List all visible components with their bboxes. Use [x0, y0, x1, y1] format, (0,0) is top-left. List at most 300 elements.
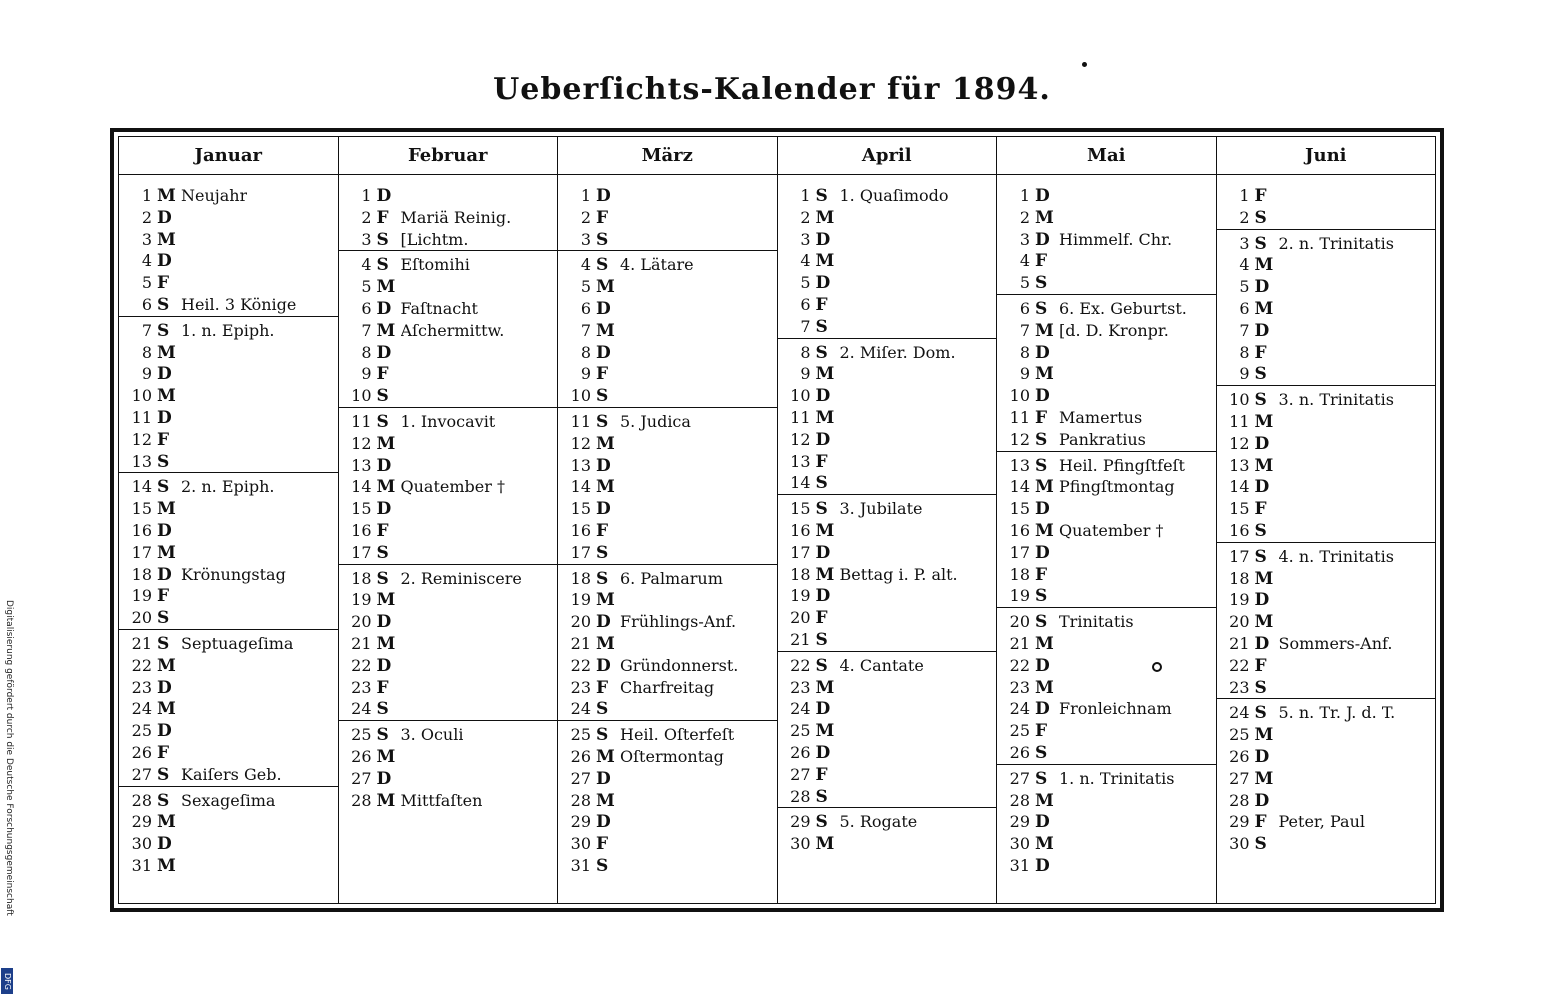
day-number: 13	[570, 455, 591, 475]
day-number: 14	[131, 477, 152, 497]
day-note: 3. n. Trinitatis	[1278, 390, 1394, 410]
month-header: Januar	[119, 137, 338, 175]
weekday-letter: D	[157, 677, 172, 698]
day-row	[786, 250, 995, 272]
day-row	[127, 429, 336, 451]
day-note: 2. Miſer. Dom.	[839, 342, 956, 362]
day-row	[127, 764, 336, 786]
day-row	[786, 742, 995, 764]
weekday-letter: F	[596, 520, 609, 541]
day-note: 1. n. Trinitatis	[1059, 768, 1175, 788]
weekday-letter: S	[815, 655, 828, 676]
day-number: 27	[570, 768, 591, 788]
day-number: 13	[1229, 455, 1250, 475]
day-number: 17	[1229, 546, 1250, 566]
weekday-letter: S	[376, 229, 389, 250]
day-number: 9	[1239, 364, 1250, 384]
calendar-frame	[110, 128, 1444, 912]
day-number: 30	[1229, 834, 1250, 854]
day-row	[566, 320, 775, 342]
month-body	[1217, 175, 1436, 903]
day-number: 7	[1019, 320, 1030, 340]
day-number: 20	[1229, 612, 1250, 632]
weekday-letter: F	[815, 451, 828, 472]
day-row	[1225, 389, 1434, 411]
day-row	[786, 363, 995, 385]
weekday-letter: M	[376, 320, 396, 341]
weekday-letter: M	[1254, 568, 1274, 589]
day-number: 14	[570, 477, 591, 497]
weekday-letter: D	[596, 342, 611, 363]
weekday-letter: F	[815, 608, 828, 629]
day-number: 4	[141, 251, 152, 271]
day-number: 21	[351, 633, 372, 653]
day-number: 22	[790, 655, 811, 675]
day-number: 18	[570, 568, 591, 588]
day-number: 30	[131, 834, 152, 854]
day-row	[1005, 833, 1214, 855]
month-body	[339, 175, 558, 903]
weekday-letter: D	[596, 455, 611, 476]
day-row	[347, 385, 556, 407]
day-number: 16	[570, 520, 591, 540]
day-row	[1005, 229, 1214, 251]
day-row	[1225, 746, 1434, 768]
day-row	[347, 611, 556, 633]
day-number: 4	[580, 255, 591, 275]
weekday-letter: M	[596, 633, 615, 654]
day-row	[566, 568, 775, 590]
day-row	[347, 254, 556, 276]
day-row	[127, 498, 336, 520]
day-note: Mittfaſten	[400, 790, 483, 810]
day-number: 8	[361, 342, 372, 362]
day-row	[1005, 250, 1214, 272]
day-number: 15	[351, 499, 372, 519]
day-row	[566, 589, 775, 611]
day-row	[1225, 633, 1434, 655]
day-note: Gründonnerst.	[620, 655, 739, 675]
day-number: 8	[1239, 342, 1250, 362]
day-row	[127, 207, 336, 229]
weekday-letter: S	[596, 386, 609, 407]
day-number: 20	[790, 608, 811, 628]
day-number: 12	[790, 429, 811, 449]
weekday-letter: S	[596, 855, 609, 876]
weekday-letter: F	[1254, 499, 1267, 520]
day-note: Eſtomihi	[400, 255, 470, 275]
day-number: 9	[1019, 364, 1030, 384]
day-row	[566, 342, 775, 364]
weekday-letter: F	[1254, 812, 1267, 833]
print-speck	[1082, 62, 1087, 67]
day-number: 28	[1009, 790, 1030, 810]
day-number: 22	[351, 655, 372, 675]
day-row	[566, 254, 775, 276]
weekday-letter: M	[815, 407, 835, 428]
day-note: 5. n. Tr. J. d. T.	[1278, 703, 1396, 723]
weekday-letter: S	[1035, 612, 1048, 633]
weekday-letter: D	[376, 342, 392, 363]
day-row	[786, 655, 995, 677]
day-note: Aſchermittw.	[400, 320, 505, 340]
day-row	[566, 833, 775, 855]
week-block	[119, 185, 338, 317]
day-number: 15	[1229, 499, 1250, 519]
weekday-letter: M	[157, 542, 176, 563]
day-row	[566, 677, 775, 699]
day-row	[566, 611, 775, 633]
weekday-letter: S	[1254, 546, 1267, 567]
week-block	[558, 568, 777, 722]
day-note: Septuageſima	[181, 633, 294, 653]
page-title: Ueberſichts-Kalender für 1894.	[493, 72, 1051, 107]
day-row	[786, 698, 995, 720]
day-number: 28	[1229, 790, 1250, 810]
weekday-letter: S	[157, 790, 170, 811]
weekday-letter: M	[815, 834, 835, 855]
day-number: 20	[131, 608, 152, 628]
weekday-letter: S	[815, 186, 828, 206]
weekday-letter: S	[157, 633, 170, 654]
day-number: 14	[1009, 477, 1030, 497]
day-number: 4	[1019, 251, 1030, 271]
weekday-letter: F	[376, 364, 389, 385]
day-row	[127, 585, 336, 607]
weekday-letter: D	[157, 520, 172, 541]
day-number: 6	[1239, 298, 1250, 318]
week-block	[339, 411, 558, 565]
day-number: 8	[800, 342, 811, 362]
day-number: 1	[1239, 186, 1250, 205]
week-block	[339, 185, 558, 251]
day-row	[1005, 207, 1214, 229]
day-row	[1225, 811, 1434, 833]
weekday-letter: M	[157, 812, 176, 833]
weekday-letter: S	[376, 255, 389, 276]
day-row	[1005, 585, 1214, 607]
weekday-letter: M	[1035, 790, 1054, 811]
weekday-letter: M	[596, 790, 615, 811]
day-row	[1005, 633, 1214, 655]
weekday-letter: D	[815, 229, 831, 250]
day-note: 1. Invocavit	[400, 411, 496, 431]
weekday-letter: S	[596, 411, 609, 432]
month-header: April	[778, 137, 997, 175]
day-number: 23	[131, 677, 152, 697]
weekday-letter: F	[1035, 564, 1048, 585]
day-note: Faſtnacht	[400, 298, 478, 318]
calendar-grid	[118, 136, 1436, 904]
day-number: 16	[1009, 520, 1030, 540]
day-row	[1225, 411, 1434, 433]
day-row	[1225, 276, 1434, 298]
day-row	[1225, 589, 1434, 611]
weekday-letter: M	[157, 386, 176, 407]
weekday-letter: S	[376, 542, 389, 563]
day-note: Peter, Paul	[1278, 812, 1365, 832]
day-row	[127, 185, 336, 207]
day-row	[127, 520, 336, 542]
day-row	[127, 790, 336, 812]
day-number: 11	[351, 411, 372, 431]
weekday-letter: M	[815, 364, 835, 385]
day-number: 15	[131, 499, 152, 519]
weekday-letter: M	[1254, 298, 1274, 319]
day-row	[786, 607, 995, 629]
day-note: 1. n. Epiph.	[181, 320, 275, 340]
weekday-letter: M	[376, 277, 396, 298]
week-block	[558, 724, 777, 877]
day-number: 13	[1009, 455, 1030, 475]
day-number: 6	[1019, 298, 1030, 318]
day-row	[347, 363, 556, 385]
day-number: 19	[351, 590, 372, 610]
day-number: 14	[351, 477, 372, 497]
day-number: 11	[790, 407, 811, 427]
weekday-letter: D	[596, 655, 611, 676]
week-block	[778, 342, 997, 496]
day-row	[1225, 233, 1434, 255]
day-number: 7	[800, 316, 811, 336]
weekday-letter: D	[1254, 320, 1270, 341]
day-row	[127, 677, 336, 699]
day-note: 2. n. Epiph.	[181, 477, 275, 497]
day-note: 4. Lätare	[620, 255, 694, 275]
day-row	[347, 433, 556, 455]
month-body	[558, 175, 777, 903]
day-number: 18	[1229, 568, 1250, 588]
day-number: 18	[790, 564, 811, 584]
day-row	[1005, 720, 1214, 742]
day-note: Trinitatis	[1059, 612, 1134, 632]
day-note: Sommers-Anf.	[1278, 633, 1393, 653]
month-column	[119, 137, 339, 903]
day-note: 3. Oculi	[400, 725, 464, 745]
weekday-letter: S	[1035, 768, 1048, 789]
day-number: 18	[351, 568, 372, 588]
day-number: 25	[1229, 725, 1250, 745]
week-block	[997, 185, 1216, 295]
day-row	[1225, 476, 1434, 498]
day-row	[347, 498, 556, 520]
day-number: 7	[141, 320, 152, 340]
day-note: 5. Rogate	[839, 812, 918, 832]
day-row	[127, 385, 336, 407]
day-note: Mariä Reinig.	[400, 207, 512, 227]
day-number: 28	[131, 790, 152, 810]
weekday-letter: D	[376, 768, 392, 789]
day-row	[566, 498, 775, 520]
day-number: 5	[580, 277, 591, 297]
day-note: Pankratius	[1059, 429, 1146, 449]
day-number: 10	[1009, 386, 1030, 406]
day-note: 4. Cantate	[839, 655, 924, 675]
day-number: 21	[131, 633, 152, 653]
weekday-letter: S	[1254, 364, 1267, 385]
weekday-letter: M	[1035, 677, 1054, 698]
day-note: Heil. Oſterfeſt	[620, 725, 735, 745]
weekday-letter: F	[157, 586, 170, 607]
day-note: Oſtermontag	[620, 746, 724, 766]
day-row	[127, 250, 336, 272]
weekday-letter: S	[376, 386, 389, 407]
day-number: 17	[351, 542, 372, 562]
day-number: 10	[351, 386, 372, 406]
day-number: 19	[131, 586, 152, 606]
day-number: 25	[1009, 721, 1030, 741]
week-block	[1217, 389, 1436, 543]
weekday-letter: M	[1254, 612, 1274, 633]
week-block	[339, 568, 558, 722]
weekday-letter: S	[1035, 429, 1048, 450]
weekday-letter: S	[157, 294, 170, 315]
weekday-letter: M	[157, 342, 176, 363]
day-row	[1225, 254, 1434, 276]
day-number: 8	[1019, 342, 1030, 362]
weekday-letter: D	[815, 742, 831, 763]
day-number: 4	[1239, 255, 1250, 275]
weekday-letter: M	[157, 499, 176, 520]
day-row	[786, 629, 995, 651]
weekday-letter: M	[157, 855, 176, 876]
day-number: 28	[570, 790, 591, 810]
day-row	[1005, 698, 1214, 720]
day-row	[566, 811, 775, 833]
day-row	[1225, 185, 1434, 207]
day-row	[127, 633, 336, 655]
weekday-letter: D	[157, 564, 172, 585]
day-number: 24	[351, 699, 372, 719]
day-row	[1225, 568, 1434, 590]
day-number: 2	[361, 207, 372, 227]
day-row	[347, 633, 556, 655]
day-number: 29	[570, 812, 591, 832]
weekday-letter: M	[815, 520, 835, 541]
weekday-letter: S	[1035, 742, 1048, 763]
day-row	[786, 786, 995, 808]
day-row	[1225, 342, 1434, 364]
day-row	[1005, 655, 1214, 677]
weekday-letter: S	[596, 229, 609, 250]
weekday-letter: S	[157, 764, 170, 785]
weekday-letter: S	[157, 320, 170, 341]
weekday-letter: S	[815, 473, 828, 494]
day-row	[1005, 742, 1214, 764]
day-number: 7	[361, 320, 372, 340]
week-block	[997, 768, 1216, 877]
day-number: 7	[580, 320, 591, 340]
weekday-letter: D	[815, 386, 831, 407]
day-row	[786, 811, 995, 833]
day-number: 10	[570, 386, 591, 406]
day-note: Krönungstag	[181, 564, 286, 584]
day-row	[347, 207, 556, 229]
weekday-letter: S	[1254, 677, 1267, 698]
day-number: 14	[1229, 477, 1250, 497]
week-block	[1217, 233, 1436, 387]
day-row	[786, 316, 995, 338]
day-row	[786, 229, 995, 251]
weekday-letter: F	[157, 742, 170, 763]
weekday-letter: F	[1035, 407, 1048, 428]
day-row	[1005, 185, 1214, 207]
weekday-letter: M	[157, 229, 176, 250]
day-row	[347, 768, 556, 790]
weekday-letter: S	[596, 699, 609, 720]
weekday-letter: M	[1254, 455, 1274, 476]
day-number: 8	[141, 342, 152, 362]
month-body	[119, 175, 338, 903]
day-number: 12	[351, 433, 372, 453]
day-row	[1225, 320, 1434, 342]
day-number: 10	[1229, 390, 1250, 410]
month-column	[558, 137, 778, 903]
day-row	[786, 451, 995, 473]
day-row	[566, 698, 775, 720]
day-row	[347, 568, 556, 590]
week-block	[1217, 185, 1436, 230]
day-number: 29	[1229, 812, 1250, 832]
day-row	[127, 607, 336, 629]
weekday-letter: S	[1254, 520, 1267, 541]
weekday-letter: F	[1035, 251, 1048, 272]
month-header: März	[558, 137, 777, 175]
day-number: 23	[351, 677, 372, 697]
weekday-letter: S	[1035, 586, 1048, 607]
month-header: Juni	[1217, 137, 1436, 175]
day-row	[127, 294, 336, 316]
day-row	[1005, 768, 1214, 790]
day-row	[786, 272, 995, 294]
day-row	[786, 185, 995, 207]
day-row	[1005, 476, 1214, 498]
weekday-letter: S	[596, 725, 609, 746]
day-number: 24	[790, 699, 811, 719]
day-row	[786, 833, 995, 855]
weekday-letter: F	[1035, 721, 1048, 742]
weekday-letter: S	[376, 411, 389, 432]
day-note: 3. Jubilate	[839, 499, 923, 519]
day-row	[1225, 520, 1434, 542]
weekday-letter: S	[815, 499, 828, 520]
day-number: 30	[790, 834, 811, 854]
day-row	[347, 185, 556, 207]
day-row	[566, 855, 775, 877]
day-number: 31	[570, 855, 591, 875]
day-number: 5	[141, 273, 152, 293]
day-number: 9	[141, 364, 152, 384]
day-row	[347, 320, 556, 342]
day-row	[786, 207, 995, 229]
month-header: Februar	[339, 137, 558, 175]
day-number: 2	[1019, 207, 1030, 227]
day-number: 1	[141, 186, 152, 205]
month-column	[1217, 137, 1436, 903]
weekday-letter: D	[376, 499, 392, 520]
day-note: Himmelf. Chr.	[1059, 229, 1173, 249]
day-number: 30	[1009, 834, 1030, 854]
day-row	[1225, 546, 1434, 568]
day-row	[1005, 363, 1214, 385]
day-row	[1225, 702, 1434, 724]
day-row	[127, 229, 336, 251]
weekday-letter: F	[376, 207, 389, 228]
weekday-letter: M	[376, 590, 396, 611]
weekday-letter: D	[1254, 633, 1270, 654]
weekday-letter: M	[1254, 768, 1274, 789]
weekday-letter: D	[157, 834, 172, 855]
